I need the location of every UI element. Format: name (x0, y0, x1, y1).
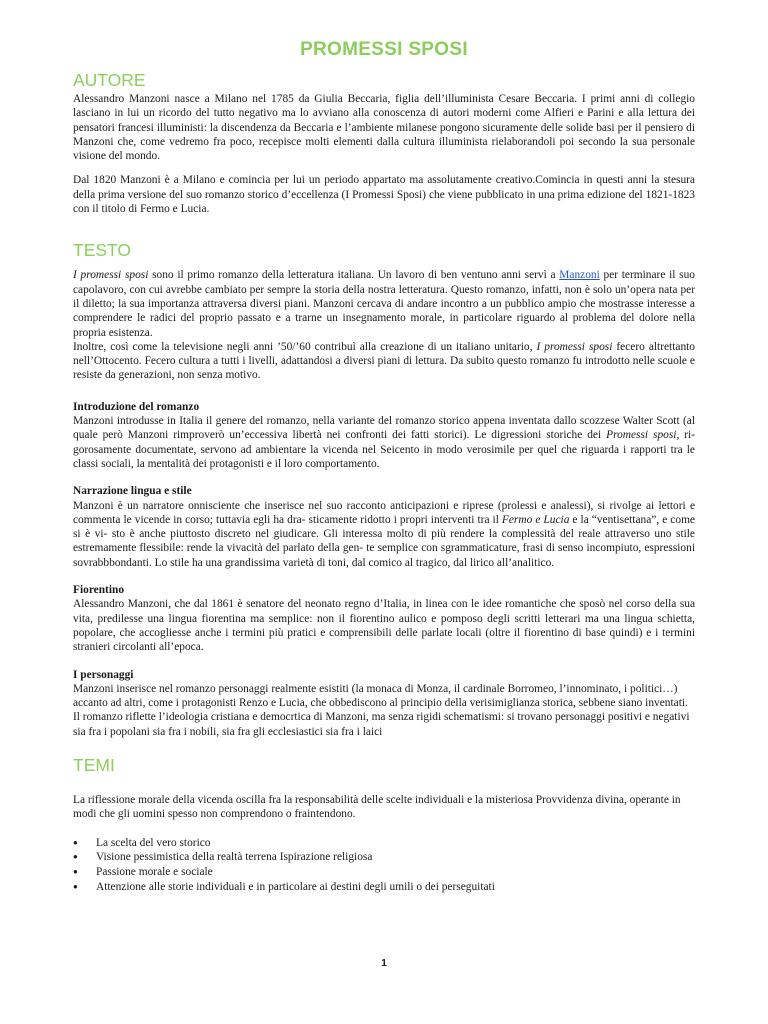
list-item: ● La scelta del vero storico (73, 836, 695, 851)
temi-paragraph: La riflessione morale della vicenda oscilla fra la responsabilità delle scelte individuali e la misteriosa Provvidenza divina, operante in modi che gli uomini spesso non comprendono o fraintendono. (73, 793, 681, 821)
fiorentino-paragraph: Alessandro Manzoni, che dal 1861 è senatore del neonato regno d’Italia, in linea con le idee romantiche che sposò nel corso della sua vita, predilesse una lingua fiorentina ma semplice: non il fiorentino aulico e pomposo degli scritti letterari ma una lingua schietta, popolare, che accogliesse anche i termini più pratici e comprensibili delle parlate locali (oltre il fiorentino di base quindi) e i termini stranieri circolanti all’epoca. (73, 598, 695, 654)
title-italic: Fermo e Lucia (501, 513, 570, 526)
section-heading-temi: TEMI (73, 754, 115, 775)
manzoni-link[interactable]: Manzoni (559, 269, 600, 282)
document-title: PROMESSI SPOSI (300, 39, 468, 60)
text-span: per terminare il suo capolavoro, con cui avrebbe cambiato per sempre la storia della nostra letteratura. Questo romanzo, infatti, non è solo un’opera nata per il diletto; la sua importanza attraversa diversi piani. Manzoni cercava di andare incontro a un pubblico ampio che mostrasse interesse a comprendere le radici del proprio passato e a trarne un insegnamento morale, in particolare riguardo al problema del dolore nella propria esistenza. (73, 269, 695, 339)
text-span: sono il primo romanzo della letteratura italiana. Un lavoro di ben ventuno anni servì a (148, 269, 560, 282)
section-heading-autore: AUTORE (73, 70, 146, 90)
list-item: ● Attenzione alle storie individuali e in particolare ai destini degli umili o dei perseguitati (73, 880, 695, 895)
subheading-personaggi: I personaggi (73, 668, 134, 681)
text-span: Inoltre, così come la televisione negli anni ’50/’60 contribuì alla creazione di un italiano unitario, (73, 340, 537, 353)
text-span: Manzoni introdusse in Italia il genere del romanzo, nella variante del romanzo storico appena inventata dallo scozzese Walter Scott (al quale però Manzoni rimproverò un’eccessiva libertà nei confronti dei fatti storici). Le digressioni storiche dei (73, 415, 695, 442)
narrazione-paragraph (73, 499, 695, 570)
introduzione-paragraph (73, 414, 695, 471)
personaggi-paragraph: Manzoni inserisce nel romanzo personaggi realmente esistiti (la monaca di Monza, il cardinale Borromeo, l’innominato, i politici…) accanto ad altri, come i protagonisti Renzo e Lucia, che obbediscono al principio della verisimiglianza storica, sebbene siano inventati. Il romanzo riflette l’ideologia cristiana e democrtica di Manzoni, ma senza rigidi schematismi: si trovano personaggi positivi e negativi sia fra i popolani sia fra i nobili, sia fra gli ecclesiastici sia fra i laici (73, 682, 690, 738)
title-italic: I promessi sposi (536, 340, 613, 353)
subheading-introduzione: Introduzione del romanzo (73, 400, 200, 413)
title-italic: Promessi sposi (606, 429, 677, 442)
list-item: ● Visione pessimistica della realtà terrena Ispirazione religiosa (73, 850, 695, 865)
document-page (73, 38, 695, 895)
subheading-narrazione: Narrazione lingua e stile (73, 485, 192, 498)
testo-paragraph-1 (73, 268, 695, 339)
autore-paragraph-1: Alessandro Manzoni nasce a Milano nel 1785 da Giulia Beccaria, figlia dell’illuminista Cesare Beccaria. I primi anni di collegio lasciano in lui un ricordo del tutto negativo ma lo avviano alla conoscenza di autori moderni come Alfieri e Parini e alla lettura dei pensatori francesi illuministi: la discendenza da Beccaria e l’ambiente milanese pongono sicuramente delle solide basi per il pensiero di Manzoni che, come vedremo fra poco, recepisce molti elementi dalla cultura illuminista rielaborandoli poi secondo la sua personale visione del mondo. (73, 93, 695, 163)
page-number: 1 (381, 958, 387, 969)
text-span: e la “ventisettana”, e come si è vi- sto è anche piuttosto discreto nel giudicare. Gli interessa molto di più rendere la complessità del reale attraverso uno stile estremamente flessibile: rende la vivacità del parlato della gen- te semplice con sgrammaticature, frasi di senso incompiuto, espressioni sovrabbbondanti. Lo stile ha una grandissima varietà di toni, dal comico al tragico, dal lirico all’analitico. (73, 513, 695, 569)
title-italic: I promessi sposi (73, 269, 149, 282)
text-span: Manzoni è un narratore onnisciente che inserisce nel suo racconto anticipazioni e riprese (prolessi e analessi), si rivolge ai lettori e commenta le vicende in corso; tuttavia egli ha dra- sticamente ridotto i propri interventi tra il (73, 499, 695, 526)
text-span: fecero altrettanto nell’Ottocento. Fecero cultura a tutti i livelli, adattandosi a diversi piani di lettura. Da subito questo romanzo fu introdotto nelle scuole e resiste da generazioni, non senza motivo. (73, 340, 695, 382)
list-item: ● Passione morale e sociale (73, 865, 695, 880)
testo-paragraph-2 (73, 340, 695, 383)
autore-paragraph-2: Dal 1820 Manzoni è a Milano e comincia per lui un periodo appartato ma assolutamente creativo.Comincia in questi anni la stesura della prima versione del suo romanzo storico d’eccellenza (I Promessi Sposi) che viene pubblicato in una prima edizione del 1821-1823 con il titolo di Fermo e Lucia. (73, 174, 695, 216)
temi-bullet-list (73, 836, 695, 896)
subheading-fiorentino: Fiorentino (73, 584, 125, 597)
text-span: , ri- gorosamente documentate, servono ad ambientare la vicenda nel Seicento in modo verosimile per quel che riguarda i rapporti tra le classi sociali, la mentalità dei protagonisti e il loro comportamento. (73, 429, 695, 470)
section-heading-testo: TESTO (73, 240, 132, 261)
